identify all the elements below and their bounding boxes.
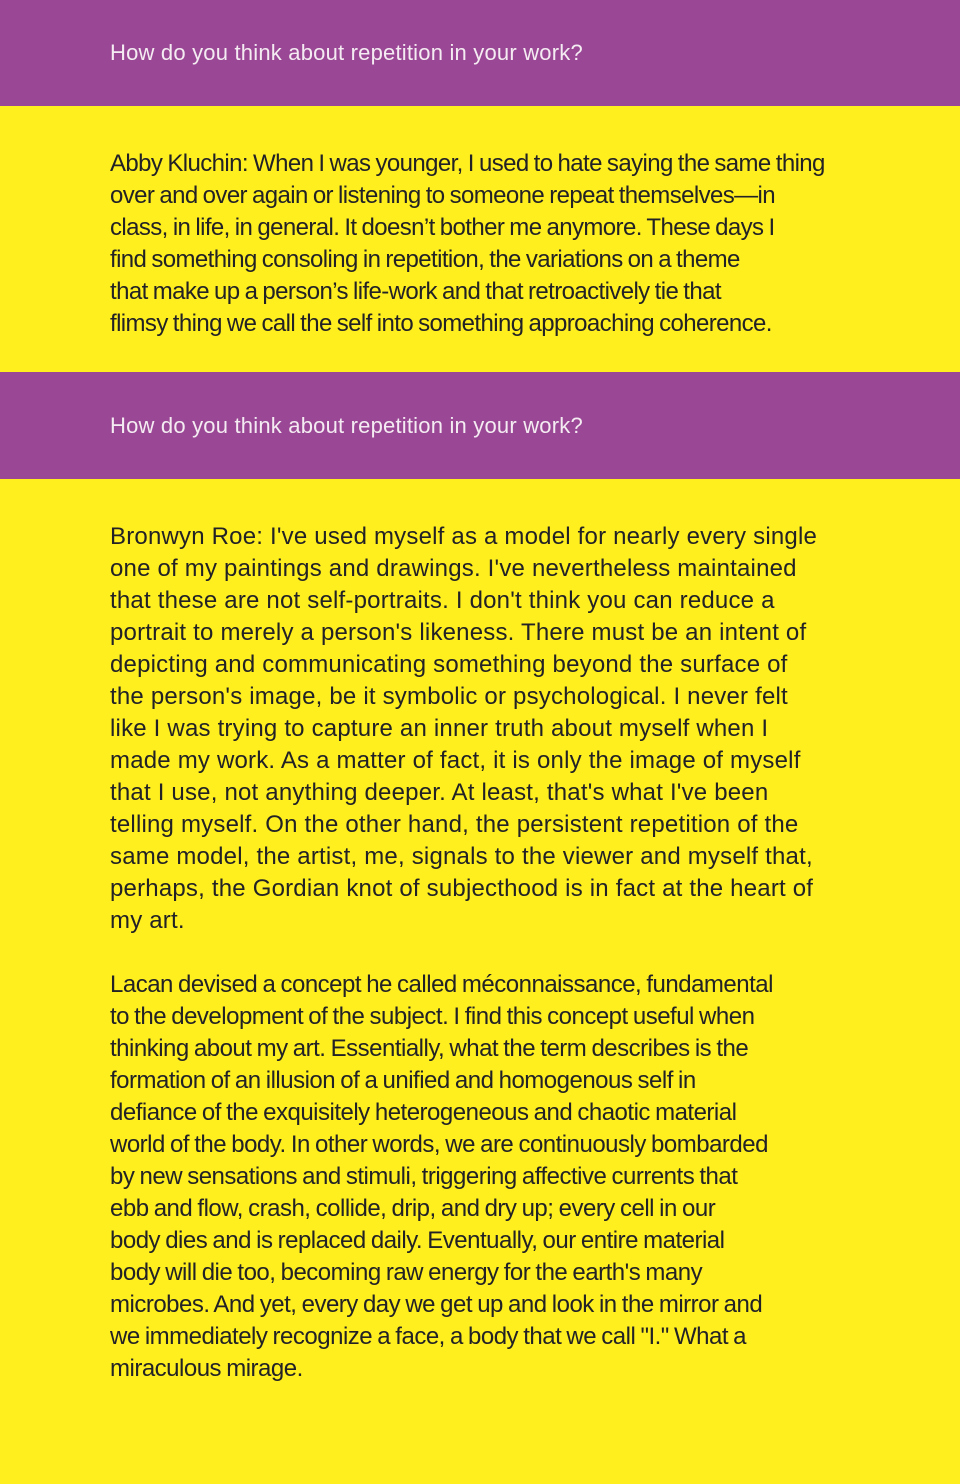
question-text: How do you think about repetition in your work? xyxy=(110,412,583,438)
question-band xyxy=(0,372,960,479)
answer-paragraph: Lacan devised a concept he called méconnaissance, fundamental to the development of the subject. I find this concept useful when thinking about my art. Essentially, what the term describes is the formation of an illusion of a unified and homogenous self in defiance of the exquisitely heterogeneous and chaotic material world of the body. In other words, we are continuously bombarded by new sensations and stimuli, triggering affective currents that ebb and flow, crash, collide, drip, and dry up; every cell in our body dies and is replaced daily. Eventually, our entire material body will die too, becoming raw energy for the earth's many microbes. And yet, every day we get up and look in the mirror and we immediately recognize a face, a body that we call "I." What a miraculous mirage. xyxy=(110,971,773,1382)
question-band xyxy=(0,0,960,106)
answer-block xyxy=(0,479,960,1385)
answer-paragraph: Abby Kluchin: When I was younger, I used to hate saying the same thing over and over again or listening to someone repeat themselves—in class, in life, in general. It doesn’t bother me anymore. These days I find something consoling in repetition, the variations on a theme that make up a person’s life-work and that retroactively tie that flimsy thing we call the self into something approaching coherence. xyxy=(110,150,825,337)
answer-paragraph: Bronwyn Roe: I've used myself as a model for nearly every single one of my paintings and drawings. I've nevertheless maintained that these are not self-portraits. I don't think you can reduce a portrait to merely a person's likeness. There must be an intent of depicting and communicating something beyond the surface of the person's image, be it symbolic or psychological. I never felt like I was trying to capture an inner truth about myself when I made my work. As a matter of fact, it is only the image of myself that I use, not anything deeper. At least, that's what I've been telling myself. On the other hand, the persistent repetition of the same model, the artist, me, signals to the viewer and myself that, perhaps, the Gordian knot of subjecthood is in fact at the heart of my art. xyxy=(110,523,818,934)
answer-block xyxy=(0,106,960,372)
question-text: How do you think about repetition in your work? xyxy=(110,40,583,65)
